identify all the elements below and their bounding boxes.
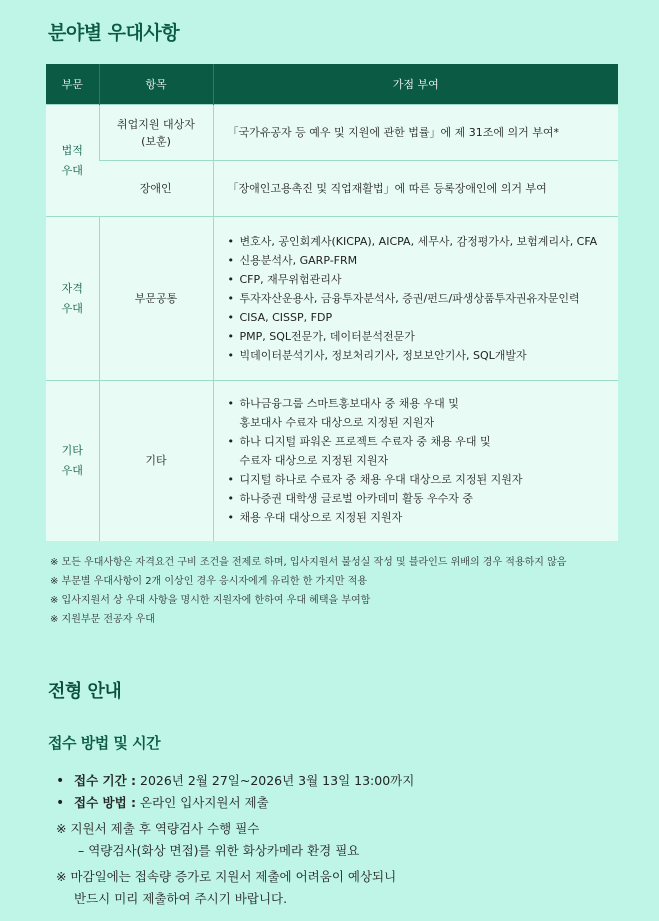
apply-title: 접수 방법 및 시간 xyxy=(48,734,161,752)
note-assessment-sub: – 역량검사(화상 면접)를 위한 화상카메라 환경 필요 xyxy=(78,843,360,858)
note-assessment-line: ※ 지원서 제출 후 역량검사 수행 필수 xyxy=(56,821,260,836)
list-item: • 빅데이터분석기사, 정보처리기사, 정보보안기사, SQL개발자 xyxy=(228,346,613,365)
desc-cell xyxy=(213,217,618,381)
header-category: 부문 xyxy=(46,64,99,105)
item-cell: 기타 xyxy=(99,381,213,541)
section-title: 분야별 우대사항 xyxy=(48,22,180,44)
notes xyxy=(50,553,650,629)
period-value: 2026년 2월 27일~2026년 3월 13일 13:00까지 xyxy=(140,773,415,788)
qualification-list xyxy=(228,232,613,365)
category-cell-qualification: 자격 우대 xyxy=(46,217,99,381)
desc-cell xyxy=(213,381,618,541)
desc-cell: 「국가유공자 등 예우 및 지원에 관한 법률」에 제 31조에 의거 부여* xyxy=(213,105,618,161)
list-item: • 신용분석사, GARP-FRM xyxy=(228,251,613,270)
table-row xyxy=(46,381,618,541)
period-label: 접수 기간 : xyxy=(74,773,137,788)
list-item: • 하나증권 대학생 글로벌 아카데미 활동 우수자 중 xyxy=(228,489,613,508)
note-deadline-line2: 반드시 미리 제출하여 주시기 바랍니다. xyxy=(74,891,288,906)
list-item: • 디지털 하나로 수료자 중 채용 우대 대상으로 지정된 지원자 xyxy=(228,470,613,489)
list-item: • 변호사, 공인회계사(KICPA), AICPA, 세무사, 감정평가사, 보험계리사, CFA xyxy=(228,232,613,251)
list-item: • 하나 디지털 파워온 프로젝트 수료자 중 채용 우대 및 수료자 대상으로 지정된 지원자 xyxy=(228,432,613,470)
table-header-row xyxy=(46,64,618,105)
item-cell: 장애인 xyxy=(99,161,213,217)
item-cell: 부문공통 xyxy=(99,217,213,381)
header-item: 항목 xyxy=(99,64,213,105)
note-line: ※ 지원부문 전공자 우대 xyxy=(50,614,155,625)
note-line: ※ 입사지원서 상 우대 사항을 명시한 지원자에 한하여 우대 혜택을 부여함 xyxy=(50,595,371,606)
header-points: 가점 부여 xyxy=(213,64,618,105)
method-label: 접수 방법 : xyxy=(74,795,137,810)
apply-info xyxy=(56,770,636,910)
note-deadline xyxy=(56,866,636,910)
list-item: • PMP, SQL전문가, 데이터분석전문가 xyxy=(228,327,613,346)
benefits-table xyxy=(46,64,618,541)
method-row xyxy=(56,792,636,814)
list-item: • 투자자산운용사, 금융투자분석사, 증권/펀드/파생상품투자권유자문인력 xyxy=(228,289,613,308)
note-assessment xyxy=(56,818,636,862)
note-line: ※ 모든 우대사항은 자격요건 구비 조건을 전제로 하며, 입사지원서 불성실 작성 및 블라인드 위배의 경우 적용하지 않음 xyxy=(50,557,567,568)
other-list xyxy=(228,394,613,527)
table-row xyxy=(46,105,618,161)
period-row xyxy=(56,770,636,792)
table-row xyxy=(46,161,618,217)
list-item: • CISA, CISSP, FDP xyxy=(228,308,613,327)
table-row xyxy=(46,217,618,381)
note-deadline-line1: ※ 마감일에는 접속량 증가로 지원서 제출에 어려움이 예상되니 xyxy=(56,869,397,884)
item-cell: 취업지원 대상자 (보훈) xyxy=(99,105,213,161)
note-line: ※ 부문별 우대사항이 2개 이상인 경우 응시자에게 유리한 한 가지만 적용 xyxy=(50,576,368,587)
guide-title: 전형 안내 xyxy=(48,681,122,702)
list-item: • 하나금융그룹 스마트홍보대사 중 채용 우대 및 홍보대사 수료자 대상으로 지정된 지원자 xyxy=(228,394,613,432)
method-value: 온라인 입사지원서 제출 xyxy=(140,795,269,810)
desc-cell: 「장애인고용촉진 및 직업재활법」에 따른 등록장애인에 의거 부여 xyxy=(213,161,618,217)
list-item: • CFP, 재무위험관리사 xyxy=(228,270,613,289)
category-cell-other: 기타 우대 xyxy=(46,381,99,541)
category-cell-legal: 법적 우대 xyxy=(46,105,99,217)
list-item: • 채용 우대 대상으로 지정된 지원자 xyxy=(228,508,613,527)
